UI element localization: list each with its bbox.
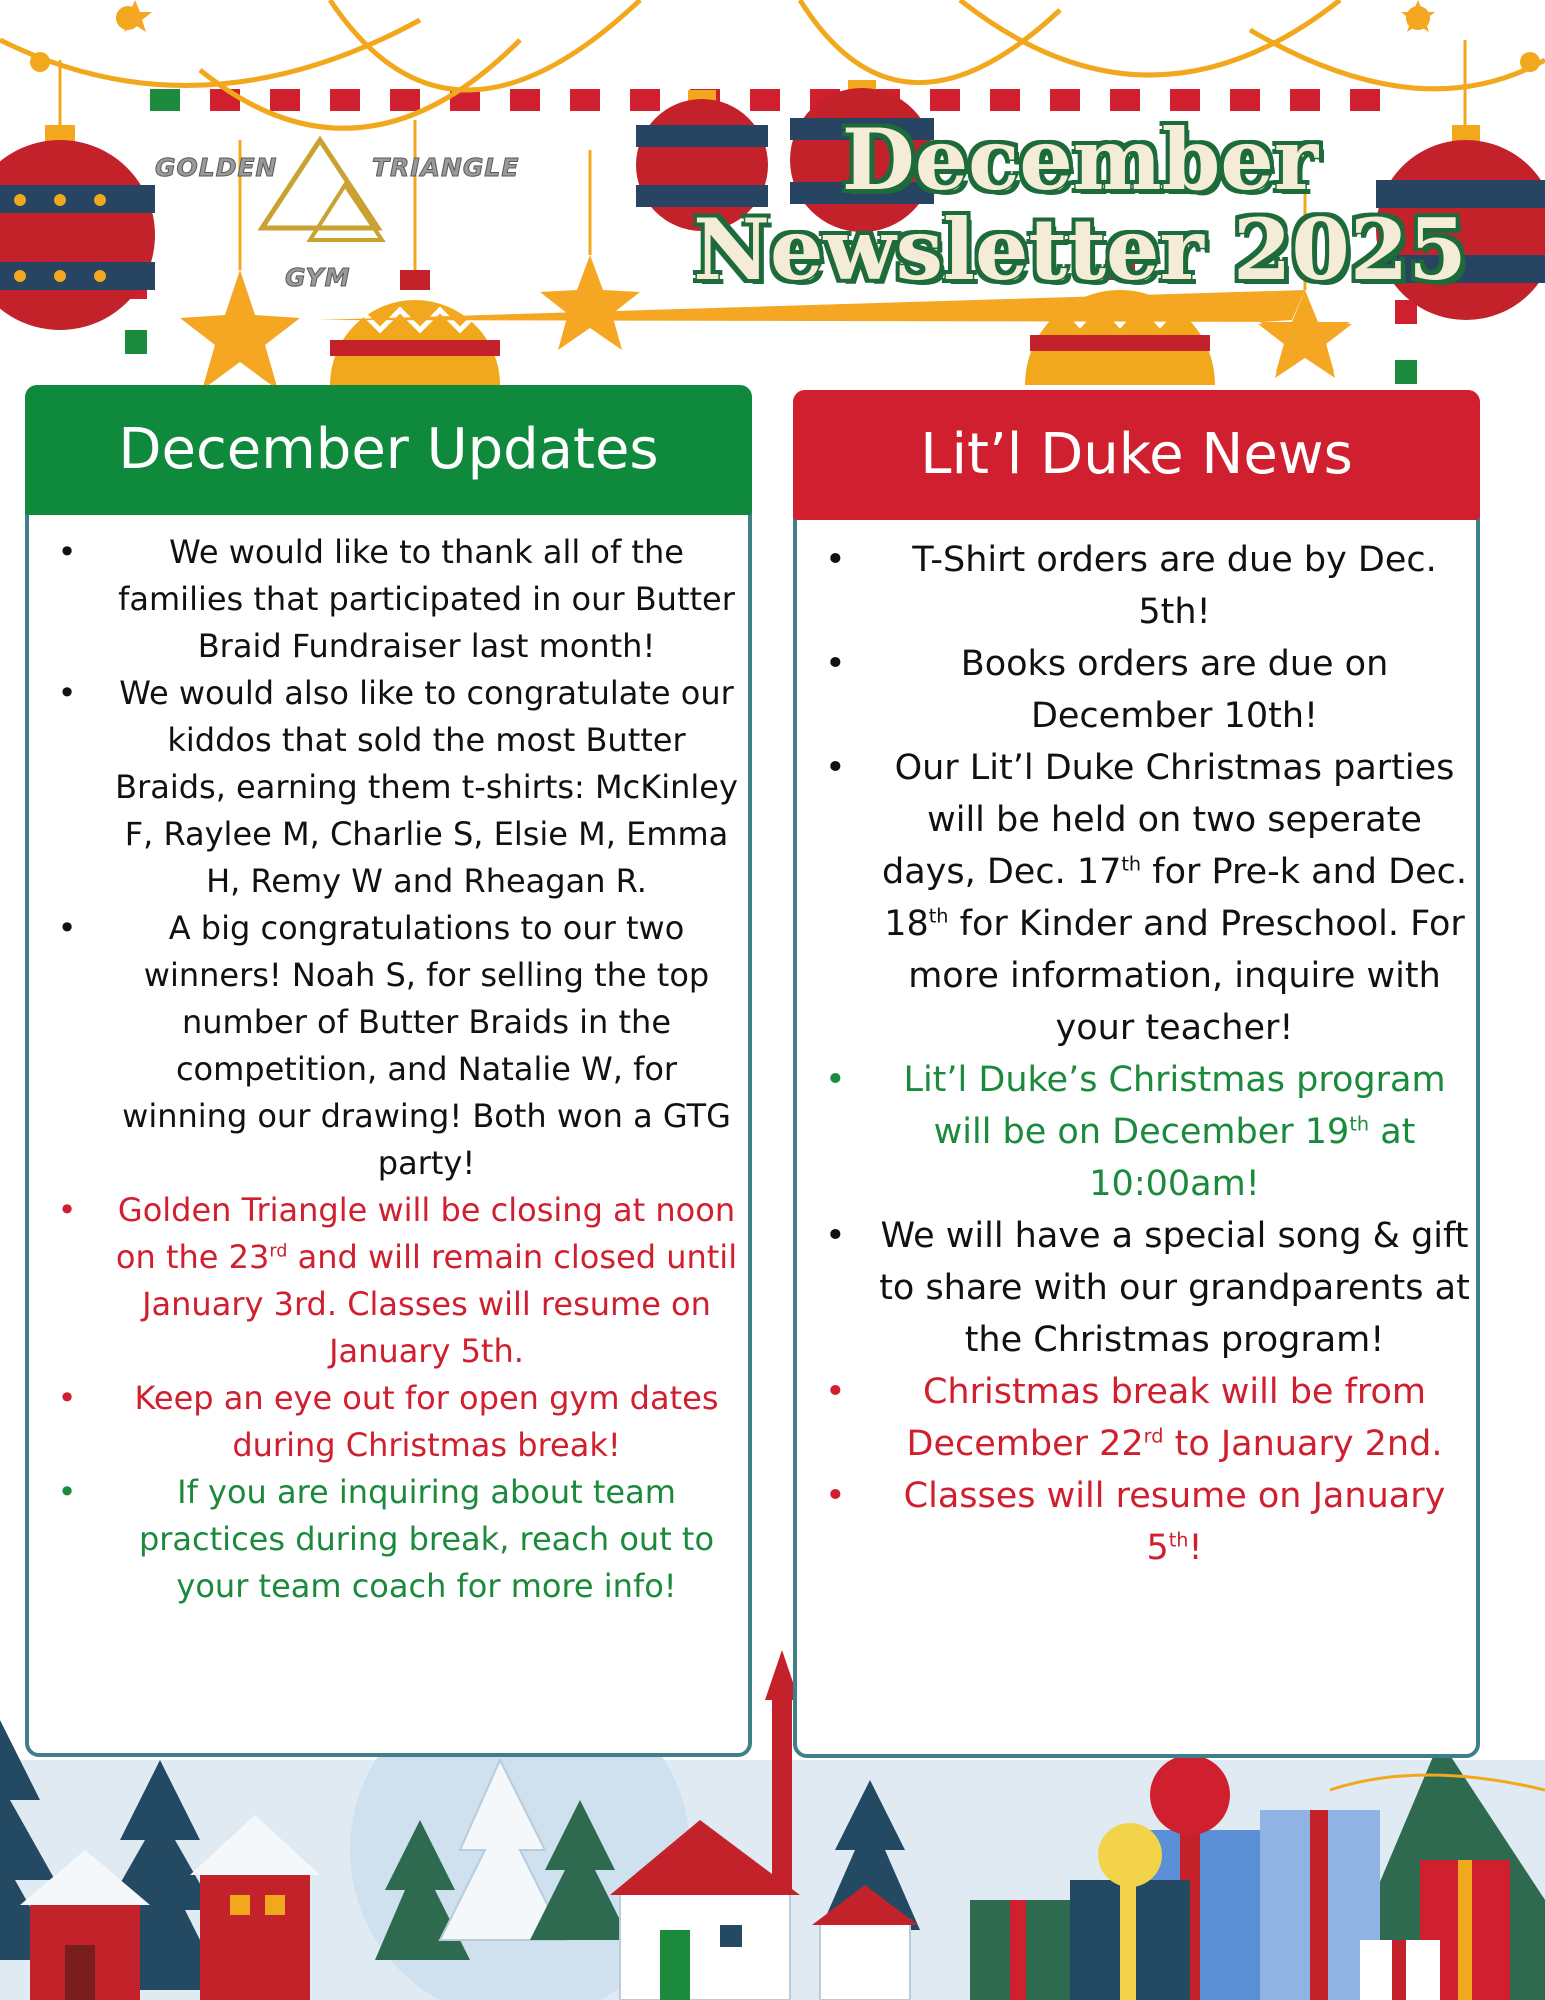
bullet-icon: • — [825, 1372, 846, 1412]
list-item-text: We would like to thank all of the families that participated in our Butter Braid Fundraiser last month! — [118, 533, 735, 665]
list-item-text: Classes will resume on January 5 — [903, 1476, 1446, 1568]
list-item-text: Our Lit’l Duke Christmas parties will be held on two seperate days, Dec. 17 — [881, 748, 1455, 892]
litl-duke-news-list — [807, 534, 1472, 1574]
superscript: rd — [1143, 1424, 1164, 1448]
bullet-icon: • — [825, 644, 846, 684]
december-updates-panel — [25, 385, 752, 1757]
bullet-icon: • — [825, 540, 846, 580]
bullet-icon: • — [825, 1476, 846, 1516]
list-item — [39, 905, 744, 1187]
newsletter-title — [640, 110, 1520, 299]
list-item — [807, 1054, 1472, 1210]
list-item-text: If you are inquiring about team practices during break, reach out to your team coach for more info! — [138, 1473, 715, 1605]
list-item-text: to January 2nd. — [1163, 1424, 1443, 1464]
superscript: th — [1168, 1528, 1189, 1552]
list-item — [807, 1210, 1472, 1366]
list-item — [39, 670, 744, 905]
list-item — [39, 529, 744, 670]
list-item-text: A big congratulations to our two winners! Noah S, for selling the top number of Butter Braids in the competition, and Natalie W, for winning our drawing! Both won a GTG party! — [122, 909, 731, 1182]
list-item-text: T-Shirt orders are due by Dec. 5th! — [912, 540, 1437, 632]
bullet-icon: • — [57, 1191, 77, 1229]
list-item-text: for Pre-k and Dec. 18 — [884, 852, 1467, 944]
list-item — [807, 1366, 1472, 1470]
title-line-1: December — [841, 110, 1319, 209]
title-line-2: Newsletter 2025 — [693, 200, 1467, 299]
december-updates-list — [39, 529, 744, 1610]
list-item — [807, 534, 1472, 638]
superscript: th — [928, 904, 949, 928]
list-item-text: We will have a special song & gift to share with our grandparents at the Christmas program! — [879, 1216, 1470, 1360]
list-item-text: Lit’l Duke’s Christmas program will be on December 19 — [903, 1060, 1446, 1152]
bullet-icon: • — [825, 748, 846, 788]
logo-word-gym: GYM — [285, 263, 351, 292]
striped-garland-right — [1395, 300, 1417, 384]
superscript: rd — [269, 1241, 288, 1262]
superscript: th — [1121, 852, 1142, 876]
list-item-text: ! — [1188, 1528, 1203, 1568]
logo-word-triangle: TRIANGLE — [372, 153, 520, 182]
litl-duke-news-heading: Lit’l Duke News — [793, 390, 1480, 520]
list-item-text: Keep an eye out for open gym dates during Christmas break! — [134, 1379, 719, 1464]
list-item-text: Christmas break will be from December 22 — [906, 1372, 1427, 1464]
bullet-icon: • — [825, 1216, 846, 1256]
bullet-icon: • — [825, 1060, 846, 1100]
list-item — [807, 742, 1472, 1054]
list-item — [39, 1469, 744, 1610]
december-updates-heading: December Updates — [25, 385, 752, 515]
logo-word-golden: GOLDEN — [155, 153, 278, 182]
bullet-icon: • — [57, 674, 77, 712]
ornament-left — [0, 125, 155, 330]
list-item — [807, 1470, 1472, 1574]
superscript: th — [1349, 1112, 1370, 1136]
list-item-text: Books orders are due on December 10th! — [960, 644, 1389, 736]
litl-duke-news-panel — [793, 390, 1480, 1758]
list-item-text: at 10:00am! — [1089, 1112, 1416, 1204]
bullet-icon: • — [57, 909, 77, 947]
list-item-text: and will remain closed until January 3rd. Classes will resume on January 5th. — [142, 1238, 738, 1370]
bullet-icon: • — [57, 1379, 77, 1417]
list-item-text: Golden Triangle will be closing at noon on the 23 — [115, 1191, 736, 1276]
bullet-icon: • — [57, 1473, 77, 1511]
list-item — [39, 1187, 744, 1375]
list-item — [807, 638, 1472, 742]
gym-logo — [150, 145, 520, 315]
list-item — [39, 1375, 744, 1469]
bullet-icon: • — [57, 533, 77, 571]
list-item-text: for Kinder and Preschool. For more information, inquire with your teacher! — [908, 904, 1465, 1048]
list-item-text: We would also like to congratulate our kiddos that sold the most Butter Braids, earning them t-shirts: McKinley F, Raylee M, Charlie S, Elsie M, Emma H, Remy W and Rheagan R. — [115, 674, 738, 900]
